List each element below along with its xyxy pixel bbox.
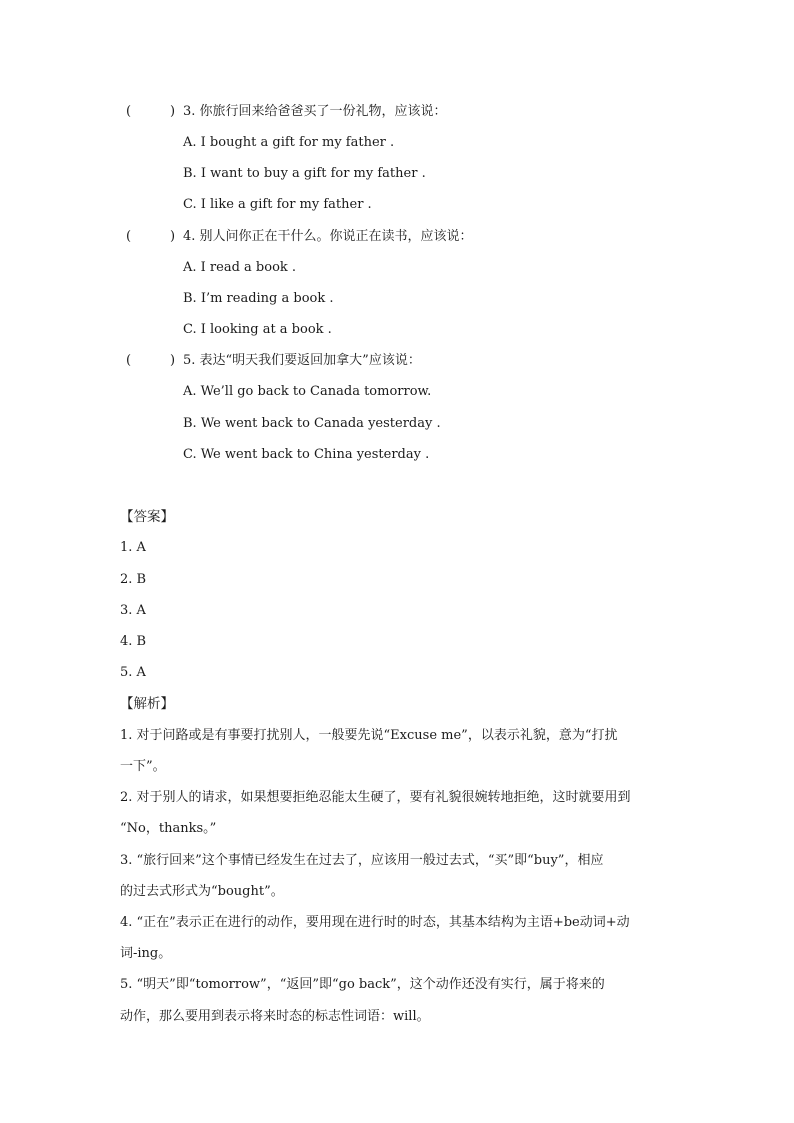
explanation-line: 的过去式形式为“bought”。 (120, 884, 284, 899)
answer-heading: 【答案】 (120, 509, 174, 525)
answer-blank-close-paren: ) (170, 229, 176, 244)
question-option: C. We went back to China yesterday . (183, 447, 430, 462)
answer-item: 1. A (120, 540, 146, 555)
question-option: A. I bought a gift for my father . (183, 135, 395, 150)
question-stem: 4. 别人问你正在干什么。你说正在读书，应该说： (183, 229, 473, 244)
answer-item: 4. B (120, 634, 147, 649)
explanation-line: 2. 对于别人的请求，如果想要拒绝忍能太生硬了，要有礼貌很婉转地拒绝，这时就要用到 (120, 790, 631, 805)
question-option: A. I read a book . (183, 260, 297, 275)
explanation-line: 动作，那么要用到表示将来时态的标志性词语：will。 (120, 1009, 430, 1024)
explanation-line: 1. 对于问路或是有事要打扰别人，一般要先说“Excuse me”，以表示礼貌，意为“打扰 (120, 728, 618, 743)
question-option: C. I like a gift for my father . (183, 197, 372, 212)
question-option: C. I looking at a book . (183, 322, 332, 337)
answer-blank-open-paren: ( (126, 353, 132, 368)
answer-item: 5. A (120, 665, 146, 680)
explanation-line: 5. “明天”即“tomorrow”，“返回”即“go back”，这个动作还没有实行，属于将来的 (120, 977, 605, 992)
explanation-line: 3. “旅行回来”这个事情已经发生在过去了，应该用一般过去式，“买”即“buy”，相应 (120, 853, 604, 868)
explanation-line: 词-ing。 (120, 946, 172, 961)
question-option: A. We’ll go back to Canada tomorrow. (183, 384, 432, 399)
explanation-line: 4. “正在”表示正在进行的动作，要用现在进行时的时态，其基本结构为主语+be动词+动 (120, 915, 630, 930)
explanation-line: 一下”。 (120, 759, 166, 774)
explanation-line: “No，thanks。” (120, 821, 217, 836)
question-option: B. We went back to Canada yesterday . (183, 416, 441, 431)
question-option: B. I want to buy a gift for my father . (183, 166, 426, 181)
answer-item: 3. A (120, 603, 146, 618)
question-option: B. I’m reading a book . (183, 291, 334, 306)
answer-blank-close-paren: ) (170, 353, 176, 368)
explanation-heading: 【解析】 (120, 696, 174, 712)
answer-item: 2. B (120, 572, 147, 587)
question-stem: 5. 表达“明天我们要返回加拿大”应该说： (183, 353, 421, 368)
answer-blank-close-paren: ) (170, 104, 176, 119)
answer-blank-open-paren: ( (126, 104, 132, 119)
question-stem: 3. 你旅行回来给爸爸买了一份礼物，应该说： (183, 104, 447, 119)
answer-blank-open-paren: ( (126, 229, 132, 244)
